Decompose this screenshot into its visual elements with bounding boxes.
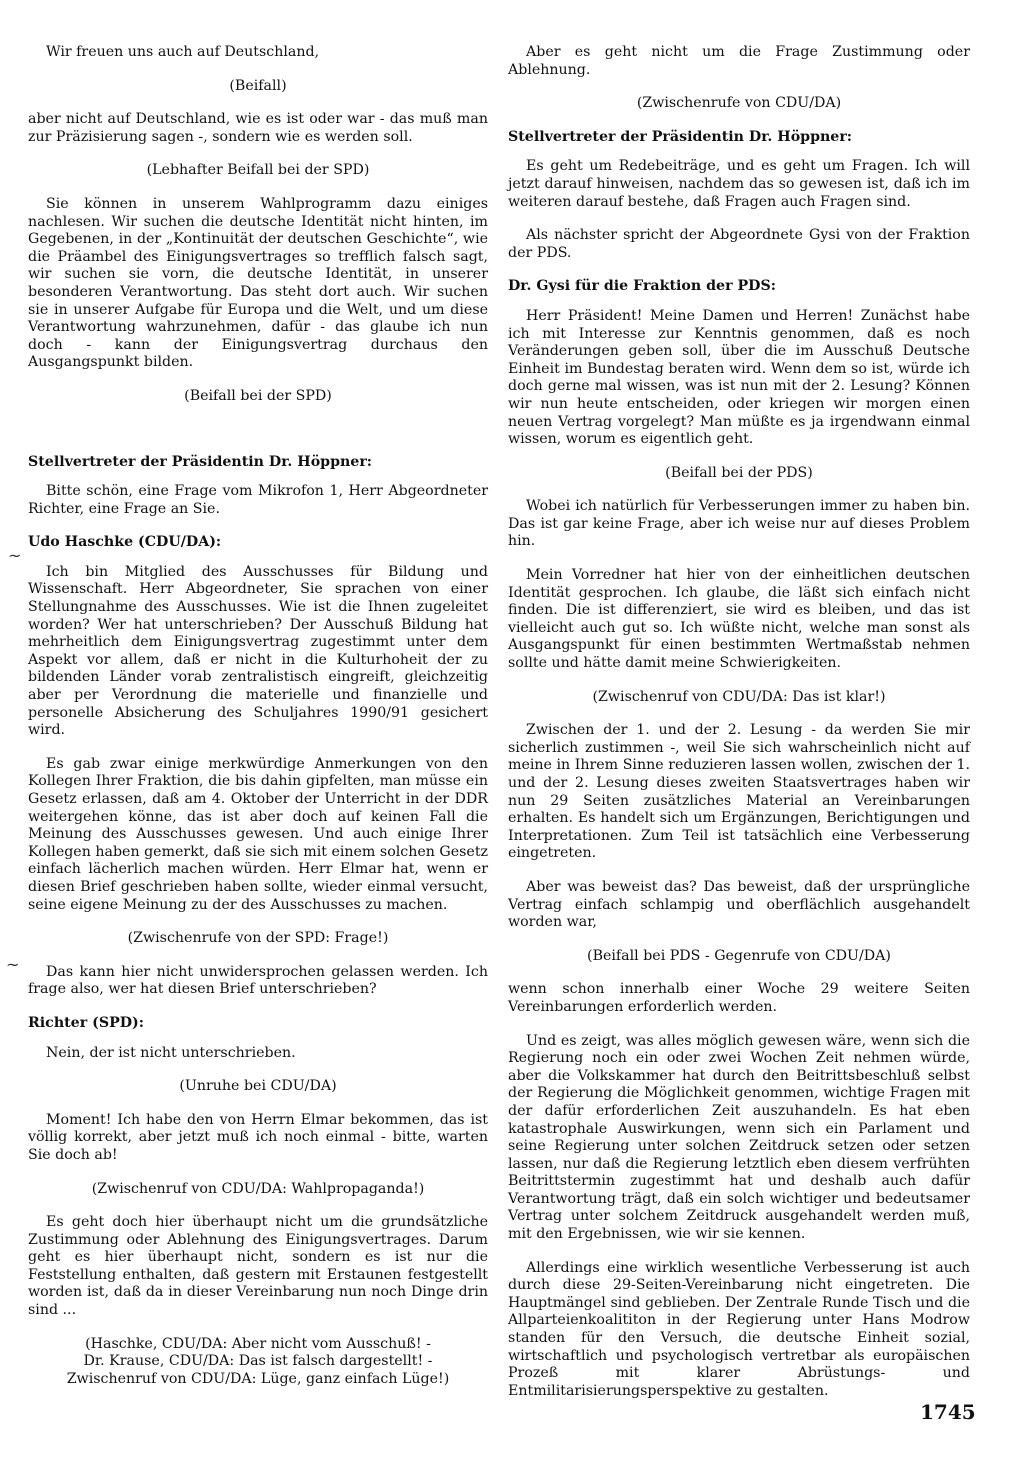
interjection: (Lebhafter Beifall bei der SPD) xyxy=(146,162,370,179)
interjection: (Beifall bei der SPD) xyxy=(184,387,332,404)
interjection-line: (Haschke, CDU/DA: Aber nicht vom Ausschuß! - xyxy=(85,1335,431,1352)
right-column xyxy=(508,44,970,1416)
speaker-heading: Richter (SPD): xyxy=(28,1014,145,1031)
speaker-heading: Udo Haschke (CDU/DA): xyxy=(28,534,222,551)
paragraph: Bitte schön, eine Frage vom Mikrofon 1, Herr Abgeordneter Richter, eine Frage an Sie. xyxy=(28,483,488,517)
paragraph: Es gab zwar einige merkwürdige Anmerkungen von den Kollegen Ihrer Fraktion, die bis dahin gipfelten, man müsse ein Gesetz erlassen, daß am 4. Oktober der Unterricht in der DDR weitergehen könne, das ist aber doch auf keinen Fall die Meinung des Ausschusses gewesen. Und auch einige Ihrer Kollegen haben gemerkt, daß sie sich mit einem solchen Gesetz einfach lächerlich machen würden. Herr Elmar hat, wenn er diesen Brief geschrieben haben sollte, wieder einmal versucht, seine eigene Meinung zu der des Ausschusses zu machen. xyxy=(28,755,488,913)
interjection: (Beifall bei der PDS) xyxy=(665,464,813,481)
interjection-block xyxy=(28,1336,488,1389)
speaker-heading: Dr. Gysi für die Fraktion der PDS: xyxy=(508,278,776,295)
interjection: (Beifall) xyxy=(229,77,287,94)
interjection-line: Zwischenruf von CDU/DA: Lüge, ganz einfach Lüge!) xyxy=(66,1370,450,1387)
paragraph: Sie können in unserem Wahlprogramm dazu einiges nachlesen. Wir suchen die deutsche Identität nicht hinten, im Gegebenen, in der „Kontinuität der deutschen Geschichte“, wie die Präambel des Einigungsvertrages so trefflich falsch sagt, wir suchen sie vorn, die deutsche Identität, in unserer besonderen Verantwortung. Das steht dort auch. Wir suchen sie in unserer Aufgabe für Europa und die Welt, und um diese Verantwortung wahrzunehmen, dafür - das glaube ich nun doch - kann der Einigungsvertrag durchaus den Ausgangspunkt bilden. xyxy=(28,195,488,371)
speaker-heading: Stellvertreter der Präsidentin Dr. Höppner: xyxy=(28,453,373,470)
paragraph: Aber es geht nicht um die Frage Zustimmung oder Ablehnung. xyxy=(508,44,970,78)
interjection: (Unruhe bei CDU/DA) xyxy=(179,1078,337,1095)
paragraph: Es geht doch hier überhaupt nicht um die grundsätzliche Zustimmung oder Ablehnung des Einigungsvertrages. Darum geht es hier überhaupt nicht, sondern es ist nur die Feststellung enthalten, daß gestern mit Erstaunen festgestellt worden ist, daß da in dieser Vereinbarung nun noch Dinge drin sind ... xyxy=(28,1214,488,1319)
paragraph: Es geht um Redebeiträge, und es geht um Fragen. Ich will jetzt darauf hinweisen, nachdem das so gewesen ist, daß ich im weiteren darauf bestehe, daß Fragen auch Fragen sind. xyxy=(508,158,970,210)
interjection: (Zwischenruf von CDU/DA: Das ist klar!) xyxy=(592,688,886,705)
interjection: (Zwischenrufe von CDU/DA) xyxy=(636,95,842,112)
paragraph: Aber was beweist das? Das beweist, daß der ursprüngliche Vertrag einfach schlampig und oberflächlich ausgehandelt worden war, xyxy=(508,878,970,931)
margin-mark: ~ xyxy=(8,546,22,565)
paragraph: Moment! Ich habe den von Herrn Elmar bekommen, das ist völlig korrekt, aber jetzt muß ich noch einmal - bitte, warten Sie doch ab! xyxy=(28,1111,488,1163)
page-number: 1745 xyxy=(920,1400,976,1424)
paragraph: wenn schon innerhalb einer Woche 29 weitere Seiten Vereinbarungen erforderlich werden. xyxy=(508,981,970,1015)
paragraph: Ich bin Mitglied des Ausschusses für Bildung und Wissenschaft. Herr Abgeordneter, Sie sprachen von einer Stellungnahme des Ausschusses. Wie ist die Ihnen zugeleitet worden? Wer hat unterschrieben? Der Ausschuß Bildung hat mehrheitlich dem Einigungsvertrag zugestimmt unter dem Aspekt vor allem, daß er nicht in die Kulturhoheit der zu bildenden Länder vorab zentralistisch eingreift, gleichzeitig aber per Verordnung die materielle und finanzielle und personelle Absicherung des Schuljahres 1990/91 gesichert wird. xyxy=(28,563,488,739)
paragraph: Das kann hier nicht unwidersprochen gelassen werden. Ich frage also, wer hat diesen Brief unterschrieben? xyxy=(28,963,488,998)
left-column xyxy=(28,44,488,1404)
paragraph: Als nächster spricht der Abgeordnete Gysi von der Fraktion der PDS. xyxy=(508,227,970,261)
paragraph: Zwischen der 1. und der 2. Lesung - da werden Sie mir sicherlich zustimmen -, weil Sie sich wahrscheinlich nicht auf meine in Ihrem Sinne reduzieren lassen wollen, zwischen der 1. und der 2. Lesung dieses zweiten Staatsvertrages haben wir nun 29 Seiten zusätzliches Material an Vereinbarungen erhalten. Es handelt sich um Ergänzungen, Berichtigungen und Interpretationen. Zum Teil ist tatsächlich eine Verbesserung eingetreten. xyxy=(508,722,970,862)
paragraph: aber nicht auf Deutschland, wie es ist oder war - das muß man zur Präzisierung sagen -, sondern wie es werden soll. xyxy=(28,111,488,145)
paragraph: Mein Vorredner hat hier von der einheitlichen deutschen Identität gesprochen. Ich glaube, die läßt sich einfach nicht finden. Die ist differenziert, sie wird es bleiben, und das ist vielleicht auch gut so. Ich wüßte nicht, welche man sonst als Ausgangspunkt für einen bestimmten Wertmaßstab nehmen sollte und hätte damit meine Schwierigkeiten. xyxy=(508,567,970,672)
paragraph: Herr Präsident! Meine Damen und Herren! Zunächst habe ich mit Interesse zur Kenntnis genommen, daß es noch Veränderungen geben soll, über die im Ausschuß Deutsche Einheit im Bundestag beraten wird. Wenn dem so ist, würde ich doch gerne mal wissen, was ist nun mit der 2. Lesung? Können wir nun heute entscheiden, oder kriegen wir morgen einen neuen Vertrag vorgelegt? Man müßte es ja irgendwann einmal wissen, worum es eigentlich geht. xyxy=(508,307,970,448)
paragraph: Und es zeigt, was alles möglich gewesen wäre, wenn sich die Regierung noch ein oder zwei Wochen Zeit nehmen würde, aber die Volkskammer hat durch den Beitrittsbeschluß selbst der Regierung die Möglichkeit genommen, wichtige Fragen mit der dafür erforderlichen Zeit auszuhandeln. Es hat eben katastrophale Auswirkungen, wenn sich ein Parlament und seine Regierung unter solchen Zeitdruck setzen oder setzen lassen, nur daß die Regierung letztlich eben diesem verfrühten Beitrittstermin zugestimmt hat und deshalb auch dafür Verantwortung trägt, daß ein solch wichtiger und bedeutsamer Vertrag unter solchem Zeitdruck ausgehandelt werden muß, mit den Ergebnissen, wie wir sie kennen. xyxy=(508,1032,970,1243)
interjection: (Zwischenruf von CDU/DA: Wahlpropaganda!) xyxy=(91,1180,425,1197)
paragraph: Wobei ich natürlich für Verbesserungen immer zu haben bin. Das ist gar keine Frage, aber ich weise nur auf dieses Problem hin. xyxy=(508,498,970,550)
interjection: (Beifall bei PDS - Gegenrufe von CDU/DA) xyxy=(587,947,891,964)
speaker-heading: Stellvertreter der Präsidentin Dr. Höppner: xyxy=(508,128,853,145)
paragraph: Wir freuen uns auch auf Deutschland, xyxy=(46,44,320,60)
margin-mark: ~ xyxy=(6,955,20,974)
interjection: (Zwischenrufe von der SPD: Frage!) xyxy=(127,930,389,947)
paragraph: Nein, der ist nicht unterschrieben. xyxy=(46,1044,296,1061)
paragraph: Allerdings eine wirklich wesentliche Verbesserung ist auch durch diese 29-Seiten-Vereinbarung nicht eingetreten. Die Hauptmängel sind geblieben. Der Zentrale Runde Tisch und die Allparteienkoalititon in der Regierung unter Hans Modrow standen für den Versuch, die deutsche Einheit sozial, wirtschaftlich und psychologisch vertretbar als europäischen Prozeß mit klarer Abrüstungs- und Entmilitarisierungsperspektive zu gestalten. xyxy=(508,1259,970,1399)
interjection-line: Dr. Krause, CDU/DA: Das ist falsch dargestellt! - xyxy=(83,1353,433,1370)
